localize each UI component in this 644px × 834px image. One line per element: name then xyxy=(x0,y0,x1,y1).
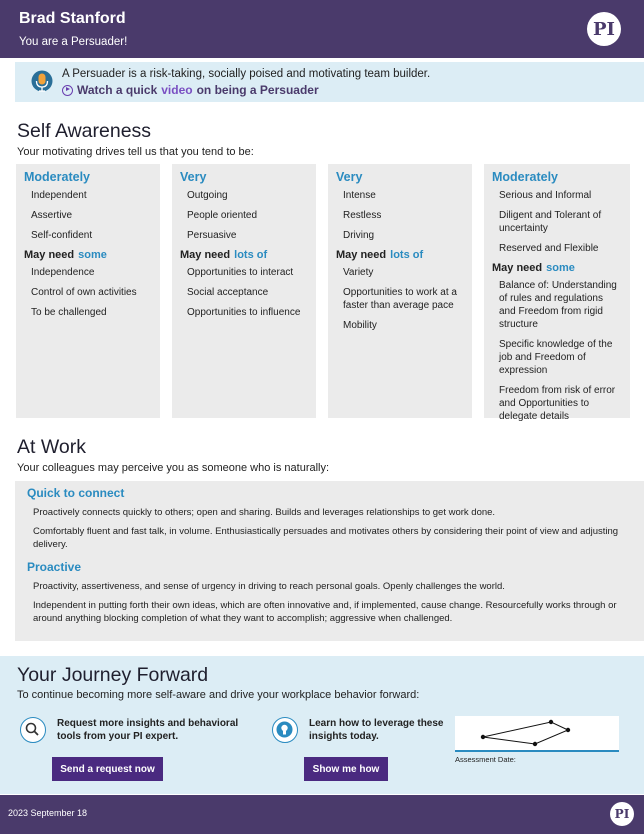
need-amount: lots of xyxy=(390,249,424,261)
watch-prefix: Watch a quick xyxy=(77,83,158,97)
need-item: Social acceptance xyxy=(187,287,269,298)
persuader-description: A Persuader is a risk-taking, socially poised and motivating team builder. xyxy=(62,68,431,80)
self-awareness-intro: Your motivating drives tell us that you tend to be: xyxy=(17,146,254,158)
pi-logo: PI xyxy=(610,802,634,826)
microphone-icon xyxy=(31,70,53,94)
report-footer xyxy=(0,795,644,834)
need-heading: May need some xyxy=(24,249,107,261)
need-heading: May need lots of xyxy=(336,249,424,261)
drive-level: Moderately xyxy=(24,170,90,184)
work-trait-title: Quick to connect xyxy=(27,486,125,500)
need-item: Variety xyxy=(343,267,374,278)
need-item: Freedom from risk of error and Opportunities to delegate details xyxy=(499,385,616,422)
at-work-panel xyxy=(15,481,644,641)
pi-logo: PI xyxy=(587,12,621,46)
need-item: Specific knowledge of the job and Freedom of expression xyxy=(499,339,613,376)
journey-intro: To continue becoming more self-aware and drive your workplace behavior forward: xyxy=(17,689,420,701)
journey-title: Your Journey Forward xyxy=(17,664,209,686)
drive-level: Very xyxy=(336,170,363,184)
drive-level: Very xyxy=(180,170,207,184)
show-me-how-button[interactable]: Show me how xyxy=(304,757,388,781)
trait-item: Self-confident xyxy=(31,230,93,241)
drive-column xyxy=(328,164,472,418)
trait-item: People oriented xyxy=(187,210,258,221)
need-item: Mobility xyxy=(343,320,377,331)
need-item: Independence xyxy=(31,267,95,278)
work-trait-title: Proactive xyxy=(27,560,82,574)
need-item: Opportunities to interact xyxy=(187,267,294,278)
play-icon xyxy=(62,85,73,96)
trait-item: Persuasive xyxy=(187,230,237,241)
search-icon xyxy=(20,717,46,743)
need-item: Control of own activities xyxy=(31,287,137,298)
need-amount: lots of xyxy=(234,249,268,261)
trait-item: Independent xyxy=(31,190,87,201)
at-work-intro: Your colleagues may perceive you as someone who is naturally: xyxy=(17,462,330,474)
need-item: To be challenged xyxy=(31,307,107,318)
need-heading: May need some xyxy=(492,262,575,274)
work-trait-description: Independent in putting forth their own ideas, which are often innovative and, if implemented, cause change. Resourcefully works through or around anything blocking completion of what they want to accomplish; aggressive when challenged. xyxy=(33,600,617,624)
trait-item: Driving xyxy=(343,230,375,241)
trait-item: Restless xyxy=(343,210,382,221)
assessment-graph xyxy=(455,716,619,752)
trait-item: Serious and Informal xyxy=(499,190,592,201)
need-amount: some xyxy=(78,249,107,261)
need-item: Opportunities to work at a faster than average pace xyxy=(343,287,457,311)
leverage-insights-text: Learn how to leverage these insights today. xyxy=(309,718,444,742)
need-item: Balance of: Understanding of rules and regulations and Freedom from rigid structure xyxy=(499,280,617,330)
behavior-pattern-graph xyxy=(455,716,619,750)
profile-subtitle: You are a Persuader! xyxy=(19,36,128,48)
drive-level: Moderately xyxy=(492,170,558,184)
drive-column xyxy=(172,164,316,418)
work-trait-description: Proactivity, assertiveness, and sense of urgency in driving to reach personal goals. Openly challenges the world. xyxy=(33,581,505,592)
trait-item: Assertive xyxy=(31,210,73,221)
report-header xyxy=(0,0,644,58)
video-link[interactable]: video xyxy=(161,83,193,97)
watch-suffix: on being a Persuader xyxy=(196,83,319,97)
trait-item: Reserved and Flexible xyxy=(499,243,599,254)
drive-column xyxy=(484,164,630,422)
persuader-banner xyxy=(15,62,644,102)
trait-item: Outgoing xyxy=(187,190,228,201)
trait-item: Diligent and Tolerant of uncertainty xyxy=(499,210,602,234)
assessment-date-label: Assessment Date: xyxy=(455,755,516,764)
self-awareness-title: Self Awareness xyxy=(17,120,152,142)
at-work-title: At Work xyxy=(17,436,86,458)
need-heading: May need lots of xyxy=(180,249,268,261)
request-insights-text: Request more insights and behavioral tools from your PI expert. xyxy=(57,718,239,742)
need-item: Opportunities to influence xyxy=(187,307,301,318)
watch-video-link[interactable] xyxy=(62,83,319,97)
report-date: 2023 September 18 xyxy=(8,808,88,818)
lightbulb-icon xyxy=(272,717,298,743)
trait-item: Intense xyxy=(343,190,376,201)
drive-column xyxy=(16,164,160,418)
send-request-button[interactable]: Send a request now xyxy=(52,757,163,781)
work-trait-description: Proactively connects quickly to others; open and sharing. Builds and leverages relationships to get work done. xyxy=(33,507,496,518)
need-amount: some xyxy=(546,262,575,274)
work-trait-description: Comfortably fluent and fast talk, in volume. Enthusiastically persuades and motivates others by considering their point of view and adjusting delivery. xyxy=(33,526,619,550)
person-name: Brad Stanford xyxy=(19,10,126,27)
